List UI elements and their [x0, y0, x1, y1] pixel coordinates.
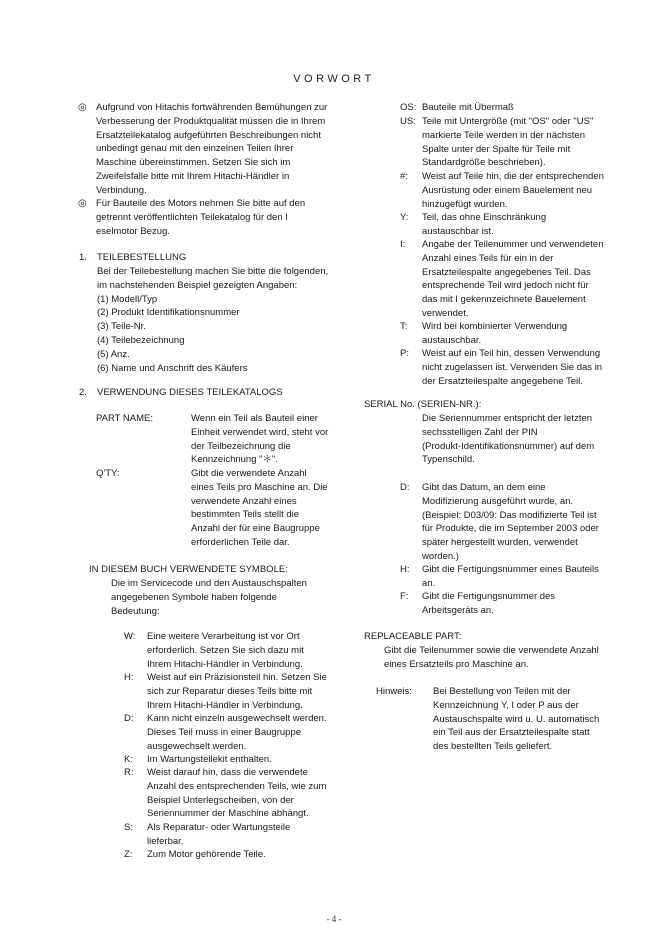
serial-desc-h — [422, 563, 599, 591]
text-line: Eine weitere Verarbeitung ist vor Ort — [147, 631, 300, 642]
symbol-desc-d — [147, 712, 327, 753]
list-item: (6) Name und Anschrift des Käufers — [97, 362, 248, 374]
bullet-icon: ◎ — [78, 102, 87, 113]
text-line: Wenn ein Teil als Bauteil einer — [191, 413, 318, 424]
text-line: Im Wartungsteilekit enthalten. — [147, 754, 272, 765]
serial-key-f: F: — [400, 591, 409, 602]
symbol-desc-z — [147, 848, 266, 862]
text-line: Kennzeichnung "＊". — [191, 454, 279, 466]
text-line: Bauteile mit Übermaß — [422, 102, 514, 113]
symbol-key-w: W: — [124, 631, 136, 642]
text-line: Typenschild. — [422, 454, 475, 466]
text-line: Gibt die Fertigungsnummer eines Bauteils — [422, 564, 599, 575]
text-line: (Beispiel: D03/09: Das modifizierte Teil ist — [422, 509, 597, 521]
text-line: Weist auf ein Präzisionsteil hin. Setzen Sie — [147, 672, 327, 683]
symbol-desc-w — [147, 630, 304, 671]
list-item: (2) Produkt Identifikationsnummer — [97, 307, 240, 319]
text-line: verwendet. — [422, 307, 469, 319]
text-line: hinzugefügt wurden. — [422, 198, 508, 210]
serial-key-d: D: — [400, 482, 410, 493]
symbols-heading: IN DIESEM BUCH VERWENDETE SYMBOLE: — [89, 564, 288, 575]
text-line: an. — [422, 577, 436, 589]
text-line: Gibt die Fertigungsnummer des — [422, 591, 556, 602]
symbol-desc-p — [422, 347, 602, 388]
text-line: Austauschspalte wird u. U. automatisch — [433, 713, 600, 725]
text-line: Die im Servicecode und den Austauschspalten — [111, 578, 307, 589]
text-line: für Produkte, die im September 2003 oder — [422, 523, 599, 535]
text-line: Angabe der Teilenummer und verwendeten — [422, 239, 604, 250]
list-item: (5) Anz. — [97, 348, 130, 360]
symbol-key-d: D: — [124, 713, 134, 724]
section-1-number: 1. — [79, 252, 87, 263]
symbol-key-h: H: — [124, 672, 134, 683]
text-line: Ersatzteilespalte angegebenes Teil. Das — [422, 266, 591, 278]
bullet-icon: ◎ — [78, 198, 87, 209]
text-line: nicht zugelassen ist. Verwenden Sie das in — [422, 361, 603, 373]
text-line: Spalte unter der Spalte für Teile mit — [422, 143, 571, 155]
text-line: lieferbar. — [147, 835, 184, 847]
text-line: Kennzeichnung Y, I oder P aus der — [433, 699, 579, 711]
text-line: das mit I gekennzeichnete Bauelement — [422, 294, 586, 306]
text-line: Arbeitsgeräts an. — [422, 604, 494, 616]
serial-description — [422, 412, 594, 467]
text-line: Verbindung. — [96, 184, 147, 196]
page-number: - 4 - — [326, 914, 342, 924]
symbol-key-t: T: — [400, 321, 408, 332]
symbol-desc-s — [147, 821, 290, 849]
text-line: austauschbar. — [422, 334, 482, 346]
symbol-desc-i — [422, 238, 604, 321]
text-line: Kann nicht einzeln ausgewechselt werden. — [147, 713, 327, 724]
text-line: Anzahl eines Teils für ein in der — [422, 252, 554, 264]
text-line: sich zur Reparatur dieses Teils bitte mit — [147, 685, 313, 697]
text-line: eines Ersatzteils pro Maschine an. — [384, 658, 529, 670]
text-line: Bei der Teilebestellung machen Sie bitte die folgenden, — [97, 266, 329, 277]
hinweis-text — [433, 685, 629, 754]
text-line: im nachstehenden Beispiel gezeigten Angaben: — [97, 279, 298, 291]
symbols-intro — [111, 577, 318, 618]
text-line: später hergestellt wurden, verwendet — [422, 537, 578, 549]
replaceable-heading: REPLACEABLE PART: — [364, 631, 462, 642]
text-line: Für Bauteile des Motors nehmen Sie bitte auf den — [96, 198, 306, 209]
symbol-key-z: Z: — [124, 849, 133, 860]
page-title: VORWORT — [293, 73, 375, 85]
section-2-number: 2. — [79, 387, 87, 398]
qty-description — [191, 467, 328, 550]
serial-key-h: H: — [400, 564, 410, 575]
part-name-description — [191, 412, 328, 467]
section-1-heading: TEILEBESTELLUNG — [97, 252, 187, 263]
symbol-key-os: OS: — [400, 102, 417, 113]
text-line: eselmotor Bezug. — [96, 225, 170, 237]
text-line: eines Teils pro Maschine an. Die — [191, 481, 328, 493]
symbol-key-s: S: — [124, 822, 133, 833]
text-line: Modifizierung ausgeführt wurde, an. — [422, 495, 574, 507]
serial-desc-d — [422, 481, 599, 564]
serial-heading: SERIAL No. (SERIEN-NR.): — [364, 399, 482, 410]
text-line: Aufgrund von Hitachis fortwährenden Bemühungen zur — [96, 102, 328, 113]
text-line: Maschine übereinstimmen. Setzen Sie sich im — [96, 157, 291, 169]
symbol-key-r: R: — [124, 767, 134, 778]
text-line: entsprechende Teil wird jedoch nicht für — [422, 280, 589, 292]
symbol-desc-y — [422, 211, 546, 239]
symbol-desc-r — [147, 766, 326, 821]
list-item: (3) Teile-Nr. — [97, 321, 146, 333]
serial-desc-f — [422, 590, 555, 618]
text-line: Teile mit Untergröße (mit "OS" oder "US" — [422, 116, 594, 127]
text-line: Gibt die verwendete Anzahl — [191, 468, 307, 479]
text-line: Standardgröße beschrieben). — [422, 157, 546, 169]
symbol-key-y: Y: — [400, 212, 409, 223]
symbol-desc-hash — [422, 170, 604, 211]
text-line: Einheit verwendet wird, steht vor — [191, 426, 329, 438]
symbol-desc-os — [422, 101, 514, 115]
text-line: Anzahl der für eine Baugruppe — [191, 523, 320, 535]
symbol-key-k: K: — [124, 754, 133, 765]
text-line: erforderlichen Teile dar. — [191, 536, 290, 548]
symbol-key-p: P: — [400, 348, 409, 359]
text-line: der Teilbezeichnung die — [191, 440, 291, 452]
symbol-desc-k — [147, 753, 272, 767]
text-line: Ausrüstung oder einem Bauelement neu — [422, 184, 593, 196]
text-line: Teil, das ohne Einschränkung — [422, 212, 547, 223]
text-line: Zweifelsfalle bitte mit Ihrem Hitachi-Händler in — [96, 170, 290, 182]
list-item: (4) Teilebezeichnung — [97, 334, 185, 346]
text-line: Seriennummer der Maschine abhängt. — [147, 808, 309, 820]
text-line: Ihrem Hitachi-Händler in Verbindung. — [147, 699, 303, 711]
text-line: Die Seriennummer entspricht der letzten — [422, 413, 593, 424]
text-line: Anzahl des entsprechenden Teils, wie zum — [147, 780, 327, 792]
text-line: getrennt veröffentlichten Teilekatalog für den I — [96, 211, 288, 223]
text-line: der Ersatzteilespalte angegebene Teil. — [422, 375, 583, 387]
text-line: Als Reparatur- oder Wartungsteile — [147, 822, 291, 833]
text-line: erforderlich. Setzen Sie sich dazu mit — [147, 644, 304, 656]
text-line: bestimmten Teils stellt die — [191, 509, 300, 521]
text-line: Bedeutung: — [111, 605, 160, 617]
text-line: des bestellten Teils geliefert. — [433, 741, 553, 753]
text-line: unbedingt genau mit den einzelnen Teilen Ihrer — [96, 143, 294, 155]
symbol-desc-h — [147, 671, 327, 712]
intro-paragraph-1 — [96, 101, 326, 198]
text-line: Ihrem Hitachi-Händler in Verbindung. — [147, 658, 303, 670]
text-line: sechsstelligen Zahl der PIN — [422, 426, 538, 438]
text-line: worden.) — [422, 550, 459, 562]
hinweis-label: Hinweis: — [376, 686, 412, 697]
replaceable-description — [384, 644, 599, 672]
text-line: Gibt das Datum, an dem eine — [422, 482, 546, 493]
text-line: Weist auf ein Teil hin, dessen Verwendung — [422, 348, 601, 359]
part-name-label: PART NAME: — [96, 413, 154, 424]
list-item: (1) Modell/Typ — [97, 293, 158, 305]
text-line: ein Teil aus der Ersatzteilespalte statt — [433, 727, 590, 739]
text-line: austauschbar ist. — [422, 225, 494, 237]
symbol-desc-t — [422, 320, 567, 348]
symbol-key-us: US: — [400, 116, 416, 127]
text-line: Verbesserung der Produktqualität müssen die in Ihrem — [96, 115, 326, 127]
text-line: Dieses Teil muss in einer Baugruppe — [147, 726, 302, 738]
text-line: Beispiel Unterlegscheiben, von der — [147, 794, 294, 806]
text-line: markierte Teile werden in der nächsten — [422, 129, 585, 141]
section-2-heading: VERWENDUNG DIESES TEILEKATALOGS — [97, 387, 283, 398]
symbol-key-hash: #: — [400, 171, 408, 182]
text-line: Wird bei kombinierter Verwendung — [422, 321, 568, 332]
text-line: angegebenen Symbole haben folgende — [111, 591, 277, 603]
symbol-desc-us — [422, 115, 593, 170]
text-line: Zum Motor gehörende Teile. — [147, 849, 266, 860]
text-line: Weist darauf hin, dass die verwendete — [147, 767, 308, 778]
symbol-key-i: I: — [400, 239, 406, 250]
qty-label: Q'TY: — [96, 468, 120, 479]
text-line: Bei Bestellung von Teilen mit der — [433, 686, 571, 697]
text-line: ausgewechselt werden. — [147, 740, 247, 752]
text-line: Weist auf Teile hin, die der entsprechenden — [422, 171, 604, 182]
section-1-body — [97, 265, 328, 375]
text-line: (Produkt-Identifikationsnummer) auf dem — [422, 440, 595, 452]
text-line: Gibt die Teilenummer sowie die verwendete Anzahl — [384, 645, 599, 656]
text-line: Ersatzteilekatalog aufgeführten Beschreibungen nicht — [96, 129, 321, 141]
text-line: verwendete Anzahl eines — [191, 495, 297, 507]
intro-paragraph-2 — [96, 197, 326, 238]
